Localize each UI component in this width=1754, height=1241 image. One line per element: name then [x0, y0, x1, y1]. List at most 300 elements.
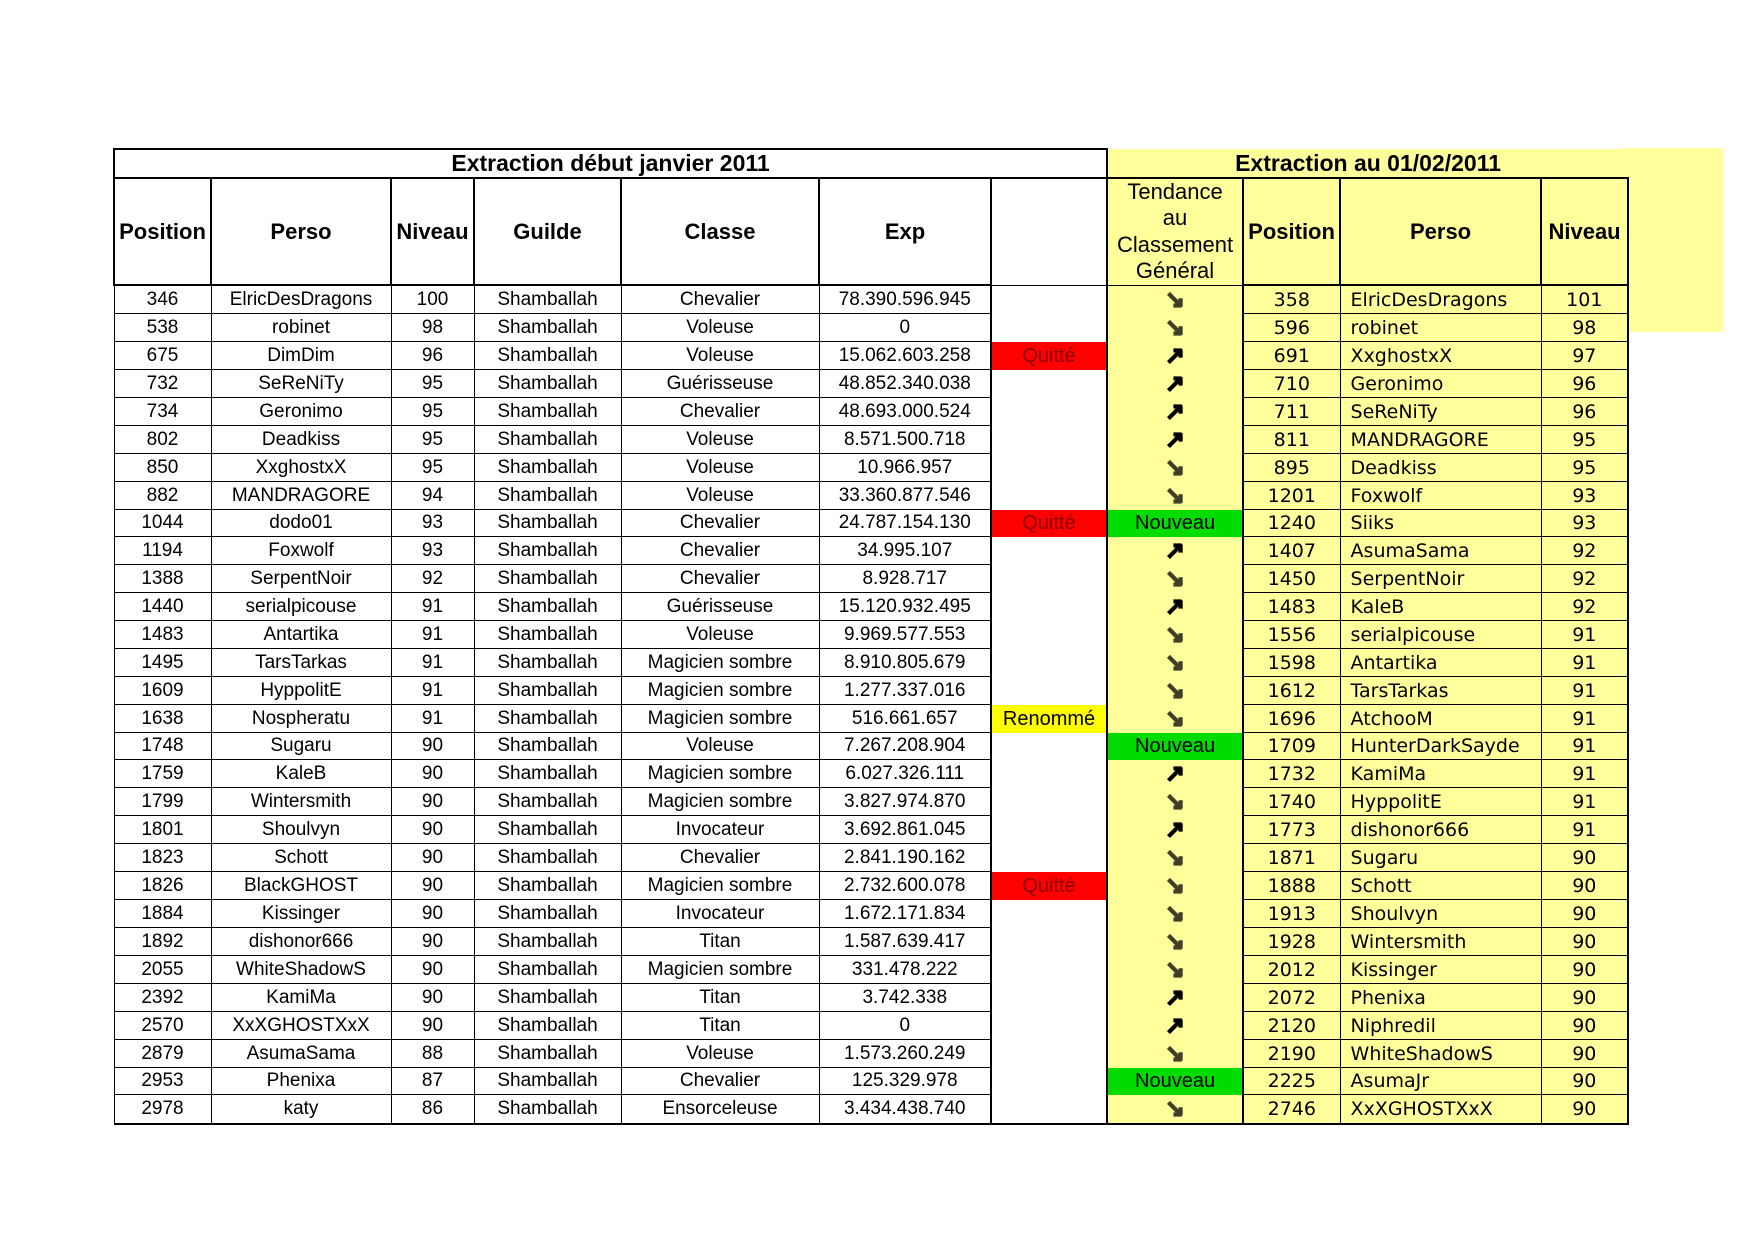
trend-cell — [1107, 1040, 1243, 1068]
left-niveau-cell: 94 — [391, 482, 474, 510]
trend-cell — [1107, 844, 1243, 872]
left-guilde-cell: Shamballah — [474, 1095, 621, 1124]
trend-up-icon: ↗ — [1165, 1011, 1185, 1038]
right-perso-cell: Foxwolf — [1340, 482, 1541, 510]
left-perso-cell: BlackGHOST — [211, 872, 391, 900]
left-perso-cell: Nospheratu — [211, 705, 391, 733]
left-classe-cell: Voleuse — [621, 482, 819, 510]
right-position-cell: 1888 — [1243, 872, 1340, 900]
left-exp-cell: 1.587.639.417 — [819, 928, 991, 956]
left-niveau-cell: 87 — [391, 1068, 474, 1095]
left-classe-cell: Titan — [621, 928, 819, 956]
left-classe-cell: Chevalier — [621, 1068, 819, 1095]
left-position-cell: 1044 — [114, 510, 211, 537]
left-guilde-cell: Shamballah — [474, 872, 621, 900]
left-niveau-cell: 95 — [391, 454, 474, 482]
trend-down-icon: ↘ — [1165, 313, 1185, 340]
left-position-cell: 1388 — [114, 565, 211, 593]
left-classe-cell: Magicien sombre — [621, 872, 819, 900]
left-exp-cell: 1.672.171.834 — [819, 900, 991, 928]
right-perso-cell: Deadkiss — [1340, 454, 1541, 482]
status-cell — [991, 788, 1107, 816]
status-cell: Quitté — [991, 510, 1107, 537]
left-exp-cell: 10.966.957 — [819, 454, 991, 482]
left-perso-cell: TarsTarkas — [211, 649, 391, 677]
left-guilde-cell: Shamballah — [474, 398, 621, 426]
trend-cell — [1107, 565, 1243, 593]
right-niveau-cell: 91 — [1541, 733, 1628, 760]
left-niveau-cell: 92 — [391, 565, 474, 593]
left-niveau-cell: 95 — [391, 426, 474, 454]
trend-down-icon: ↘ — [1165, 927, 1185, 954]
left-exp-cell: 8.910.805.679 — [819, 649, 991, 677]
table-row — [114, 342, 1628, 370]
left-position-cell: 1884 — [114, 900, 211, 928]
left-perso-cell: XxghostxX — [211, 454, 391, 482]
status-cell — [991, 649, 1107, 677]
left-perso-cell: Schott — [211, 844, 391, 872]
trend-column-header: Tendance au Classement Général — [1107, 178, 1243, 285]
table-row — [114, 426, 1628, 454]
table-row — [114, 370, 1628, 398]
left-exp-cell: 0 — [819, 314, 991, 342]
trend-cell — [1107, 872, 1243, 900]
status-cell — [991, 398, 1107, 426]
right-position-cell: 1556 — [1243, 621, 1340, 649]
left-position-cell: 802 — [114, 426, 211, 454]
left-perso-cell: serialpicouse — [211, 593, 391, 621]
left-position-cell: 2570 — [114, 1012, 211, 1040]
left-exp-cell: 34.995.107 — [819, 537, 991, 565]
table-row — [114, 314, 1628, 342]
left-perso-cell: ElricDesDragons — [211, 285, 391, 314]
right-perso-cell: HunterDarkSayde — [1340, 733, 1541, 760]
right-perso-cell: Phenixa — [1340, 984, 1541, 1012]
trend-down-icon: ↘ — [1165, 481, 1185, 508]
table-row — [114, 510, 1628, 537]
left-exp-cell: 9.969.577.553 — [819, 621, 991, 649]
left-classe-cell: Chevalier — [621, 398, 819, 426]
yellow-highlight-panel — [1625, 148, 1723, 332]
trend-cell — [1107, 537, 1243, 565]
trend-down-icon: ↘ — [1165, 620, 1185, 647]
header-niveau: Niveau — [391, 178, 474, 285]
header-perso: Perso — [211, 178, 391, 285]
table-row — [114, 816, 1628, 844]
nouveau-cell: Nouveau — [1107, 733, 1243, 760]
trend-cell — [1107, 677, 1243, 705]
left-classe-cell: Invocateur — [621, 900, 819, 928]
right-position-cell: 1871 — [1243, 844, 1340, 872]
table-row — [114, 621, 1628, 649]
trend-up-icon: ↗ — [1165, 592, 1185, 619]
right-position-cell: 2746 — [1243, 1095, 1340, 1124]
left-guilde-cell: Shamballah — [474, 788, 621, 816]
status-cell — [991, 900, 1107, 928]
right-perso-cell: AtchooM — [1340, 705, 1541, 733]
left-table-title: Extraction début janvier 2011 — [114, 149, 1107, 178]
right-niveau-cell: 90 — [1541, 956, 1628, 984]
trend-cell — [1107, 1095, 1243, 1124]
left-guilde-cell: Shamballah — [474, 621, 621, 649]
left-classe-cell: Magicien sombre — [621, 705, 819, 733]
left-classe-cell: Titan — [621, 1012, 819, 1040]
right-perso-cell: dishonor666 — [1340, 816, 1541, 844]
left-perso-cell: SeReNiTy — [211, 370, 391, 398]
header-guilde: Guilde — [474, 178, 621, 285]
left-classe-cell: Invocateur — [621, 816, 819, 844]
trend-cell — [1107, 984, 1243, 1012]
right-perso-cell: Schott — [1340, 872, 1541, 900]
trend-cell — [1107, 928, 1243, 956]
left-classe-cell: Voleuse — [621, 314, 819, 342]
left-position-cell: 2953 — [114, 1068, 211, 1095]
left-exp-cell: 0 — [819, 1012, 991, 1040]
left-guilde-cell: Shamballah — [474, 677, 621, 705]
header-exp: Exp — [819, 178, 991, 285]
trend-up-icon: ↗ — [1165, 815, 1185, 842]
trend-up-icon: ↗ — [1165, 369, 1185, 396]
left-niveau-cell: 96 — [391, 342, 474, 370]
table-row — [114, 928, 1628, 956]
status-cell — [991, 621, 1107, 649]
left-position-cell: 1748 — [114, 733, 211, 760]
right-position-cell: 1773 — [1243, 816, 1340, 844]
header-row — [114, 178, 1628, 285]
left-position-cell: 538 — [114, 314, 211, 342]
right-position-cell: 711 — [1243, 398, 1340, 426]
left-classe-cell: Chevalier — [621, 537, 819, 565]
trend-cell — [1107, 788, 1243, 816]
table-row — [114, 285, 1628, 314]
status-column-header — [991, 178, 1107, 285]
left-position-cell: 734 — [114, 398, 211, 426]
left-classe-cell: Magicien sombre — [621, 956, 819, 984]
right-niveau-cell: 91 — [1541, 788, 1628, 816]
left-guilde-cell: Shamballah — [474, 649, 621, 677]
left-exp-cell: 2.732.600.078 — [819, 872, 991, 900]
left-classe-cell: Voleuse — [621, 733, 819, 760]
status-cell — [991, 1095, 1107, 1124]
left-guilde-cell: Shamballah — [474, 454, 621, 482]
trend-down-icon: ↘ — [1165, 704, 1185, 731]
table-row — [114, 984, 1628, 1012]
right-niveau-cell: 90 — [1541, 844, 1628, 872]
trend-down-icon: ↘ — [1165, 871, 1185, 898]
left-exp-cell: 331.478.222 — [819, 956, 991, 984]
left-guilde-cell: Shamballah — [474, 565, 621, 593]
left-niveau-cell: 90 — [391, 844, 474, 872]
right-position-cell: 2072 — [1243, 984, 1340, 1012]
right-perso-cell: Siiks — [1340, 510, 1541, 537]
nouveau-cell: Nouveau — [1107, 510, 1243, 537]
right-position-cell: 710 — [1243, 370, 1340, 398]
right-niveau-cell: 90 — [1541, 900, 1628, 928]
status-cell — [991, 844, 1107, 872]
trend-cell — [1107, 816, 1243, 844]
header-right-position: Position — [1243, 178, 1340, 285]
left-guilde-cell: Shamballah — [474, 900, 621, 928]
right-niveau-cell: 91 — [1541, 760, 1628, 788]
right-niveau-cell: 96 — [1541, 370, 1628, 398]
right-perso-cell: AsumaSama — [1340, 537, 1541, 565]
right-position-cell: 2120 — [1243, 1012, 1340, 1040]
left-exp-cell: 78.390.596.945 — [819, 285, 991, 314]
trend-down-icon: ↘ — [1165, 676, 1185, 703]
right-perso-cell: MANDRAGORE — [1340, 426, 1541, 454]
trend-cell — [1107, 1012, 1243, 1040]
left-exp-cell: 24.787.154.130 — [819, 510, 991, 537]
left-guilde-cell: Shamballah — [474, 1068, 621, 1095]
left-perso-cell: Shoulvyn — [211, 816, 391, 844]
left-perso-cell: Geronimo — [211, 398, 391, 426]
right-position-cell: 2012 — [1243, 956, 1340, 984]
left-perso-cell: KaleB — [211, 760, 391, 788]
table-row — [114, 593, 1628, 621]
left-perso-cell: Phenixa — [211, 1068, 391, 1095]
right-position-cell: 1483 — [1243, 593, 1340, 621]
trend-down-icon: ↘ — [1165, 843, 1185, 870]
right-niveau-cell: 93 — [1541, 510, 1628, 537]
left-guilde-cell: Shamballah — [474, 956, 621, 984]
header-classe: Classe — [621, 178, 819, 285]
left-position-cell: 1440 — [114, 593, 211, 621]
right-perso-cell: serialpicouse — [1340, 621, 1541, 649]
left-classe-cell: Magicien sombre — [621, 677, 819, 705]
left-classe-cell: Voleuse — [621, 1040, 819, 1068]
left-exp-cell: 3.827.974.870 — [819, 788, 991, 816]
right-niveau-cell: 90 — [1541, 872, 1628, 900]
trend-up-icon: ↗ — [1165, 536, 1185, 563]
right-position-cell: 2225 — [1243, 1068, 1340, 1095]
table-row — [114, 649, 1628, 677]
left-position-cell: 850 — [114, 454, 211, 482]
right-perso-cell: HyppolitE — [1340, 788, 1541, 816]
status-cell — [991, 760, 1107, 788]
left-position-cell: 1823 — [114, 844, 211, 872]
trend-cell — [1107, 342, 1243, 370]
right-perso-cell: WhiteShadowS — [1340, 1040, 1541, 1068]
left-exp-cell: 48.693.000.524 — [819, 398, 991, 426]
status-cell — [991, 314, 1107, 342]
left-niveau-cell: 100 — [391, 285, 474, 314]
right-niveau-cell: 91 — [1541, 705, 1628, 733]
table-row — [114, 1012, 1628, 1040]
trend-cell — [1107, 426, 1243, 454]
left-position-cell: 1759 — [114, 760, 211, 788]
status-cell — [991, 928, 1107, 956]
left-niveau-cell: 90 — [391, 788, 474, 816]
trend-down-icon: ↘ — [1165, 787, 1185, 814]
table-row — [114, 705, 1628, 733]
right-position-cell: 596 — [1243, 314, 1340, 342]
left-guilde-cell: Shamballah — [474, 705, 621, 733]
left-position-cell: 675 — [114, 342, 211, 370]
right-position-cell: 1913 — [1243, 900, 1340, 928]
left-niveau-cell: 91 — [391, 621, 474, 649]
right-perso-cell: ElricDesDragons — [1340, 285, 1541, 314]
trend-cell — [1107, 760, 1243, 788]
comparison-table — [113, 148, 1629, 1125]
right-position-cell: 1598 — [1243, 649, 1340, 677]
right-niveau-cell: 91 — [1541, 649, 1628, 677]
right-position-cell: 1450 — [1243, 565, 1340, 593]
left-niveau-cell: 95 — [391, 370, 474, 398]
left-classe-cell: Magicien sombre — [621, 788, 819, 816]
left-niveau-cell: 90 — [391, 816, 474, 844]
left-exp-cell: 3.434.438.740 — [819, 1095, 991, 1124]
left-exp-cell: 48.852.340.038 — [819, 370, 991, 398]
right-position-cell: 895 — [1243, 454, 1340, 482]
left-exp-cell: 8.928.717 — [819, 565, 991, 593]
left-position-cell: 2055 — [114, 956, 211, 984]
left-exp-cell: 1.573.260.249 — [819, 1040, 991, 1068]
left-niveau-cell: 93 — [391, 537, 474, 565]
left-exp-cell: 8.571.500.718 — [819, 426, 991, 454]
trend-cell — [1107, 900, 1243, 928]
left-classe-cell: Chevalier — [621, 565, 819, 593]
left-classe-cell: Voleuse — [621, 621, 819, 649]
table-row — [114, 900, 1628, 928]
left-exp-cell: 3.692.861.045 — [819, 816, 991, 844]
left-guilde-cell: Shamballah — [474, 593, 621, 621]
trend-cell — [1107, 482, 1243, 510]
right-perso-cell: SeReNiTy — [1340, 398, 1541, 426]
right-niveau-cell: 92 — [1541, 593, 1628, 621]
left-guilde-cell: Shamballah — [474, 314, 621, 342]
left-perso-cell: Sugaru — [211, 733, 391, 760]
right-perso-cell: Kissinger — [1340, 956, 1541, 984]
left-exp-cell: 7.267.208.904 — [819, 733, 991, 760]
left-exp-cell: 1.277.337.016 — [819, 677, 991, 705]
right-niveau-cell: 92 — [1541, 537, 1628, 565]
right-perso-cell: AsumaJr — [1340, 1068, 1541, 1095]
left-niveau-cell: 95 — [391, 398, 474, 426]
status-cell — [991, 565, 1107, 593]
trend-cell — [1107, 454, 1243, 482]
left-guilde-cell: Shamballah — [474, 1012, 621, 1040]
left-exp-cell: 3.742.338 — [819, 984, 991, 1012]
left-position-cell: 2978 — [114, 1095, 211, 1124]
status-cell — [991, 593, 1107, 621]
status-cell — [991, 733, 1107, 760]
trend-up-icon: ↗ — [1165, 759, 1185, 786]
right-niveau-cell: 97 — [1541, 342, 1628, 370]
left-position-cell: 1609 — [114, 677, 211, 705]
left-position-cell: 882 — [114, 482, 211, 510]
status-cell — [991, 816, 1107, 844]
right-perso-cell: Antartika — [1340, 649, 1541, 677]
left-exp-cell: 33.360.877.546 — [819, 482, 991, 510]
left-classe-cell: Magicien sombre — [621, 649, 819, 677]
header-right-perso: Perso — [1340, 178, 1541, 285]
right-niveau-cell: 95 — [1541, 454, 1628, 482]
right-niveau-cell: 90 — [1541, 928, 1628, 956]
right-perso-cell: Shoulvyn — [1340, 900, 1541, 928]
left-guilde-cell: Shamballah — [474, 426, 621, 454]
status-cell: Quitté — [991, 342, 1107, 370]
right-position-cell: 1240 — [1243, 510, 1340, 537]
trend-cell — [1107, 398, 1243, 426]
right-perso-cell: XxghostxX — [1340, 342, 1541, 370]
left-guilde-cell: Shamballah — [474, 285, 621, 314]
table-row — [114, 733, 1628, 760]
left-niveau-cell: 90 — [391, 984, 474, 1012]
left-niveau-cell: 86 — [391, 1095, 474, 1124]
table-row — [114, 1095, 1628, 1124]
trend-down-icon: ↘ — [1165, 955, 1185, 982]
left-guilde-cell: Shamballah — [474, 733, 621, 760]
trend-cell — [1107, 649, 1243, 677]
status-cell — [991, 285, 1107, 314]
table-row — [114, 1040, 1628, 1068]
left-niveau-cell: 90 — [391, 760, 474, 788]
right-perso-cell: KaleB — [1340, 593, 1541, 621]
right-niveau-cell: 101 — [1541, 285, 1628, 314]
left-perso-cell: KamiMa — [211, 984, 391, 1012]
left-position-cell: 1495 — [114, 649, 211, 677]
left-guilde-cell: Shamballah — [474, 844, 621, 872]
left-perso-cell: katy — [211, 1095, 391, 1124]
right-perso-cell: Wintersmith — [1340, 928, 1541, 956]
left-niveau-cell: 91 — [391, 649, 474, 677]
left-guilde-cell: Shamballah — [474, 482, 621, 510]
right-niveau-cell: 90 — [1541, 1068, 1628, 1095]
left-exp-cell: 125.329.978 — [819, 1068, 991, 1095]
status-cell — [991, 1012, 1107, 1040]
right-perso-cell: Geronimo — [1340, 370, 1541, 398]
left-perso-cell: XxXGHOSTXxX — [211, 1012, 391, 1040]
right-position-cell: 1696 — [1243, 705, 1340, 733]
table-row — [114, 398, 1628, 426]
left-niveau-cell: 93 — [391, 510, 474, 537]
left-perso-cell: DimDim — [211, 342, 391, 370]
left-perso-cell: Antartika — [211, 621, 391, 649]
left-guilde-cell: Shamballah — [474, 760, 621, 788]
left-perso-cell: dishonor666 — [211, 928, 391, 956]
left-niveau-cell: 90 — [391, 1012, 474, 1040]
left-classe-cell: Chevalier — [621, 285, 819, 314]
right-niveau-cell: 98 — [1541, 314, 1628, 342]
left-classe-cell: Guérisseuse — [621, 370, 819, 398]
right-niveau-cell: 91 — [1541, 621, 1628, 649]
left-perso-cell: AsumaSama — [211, 1040, 391, 1068]
trend-cell — [1107, 593, 1243, 621]
left-position-cell: 1194 — [114, 537, 211, 565]
table-row — [114, 677, 1628, 705]
right-position-cell: 2190 — [1243, 1040, 1340, 1068]
left-classe-cell: Guérisseuse — [621, 593, 819, 621]
right-niveau-cell: 93 — [1541, 482, 1628, 510]
left-guilde-cell: Shamballah — [474, 370, 621, 398]
right-niveau-cell: 95 — [1541, 426, 1628, 454]
right-niveau-cell: 91 — [1541, 677, 1628, 705]
trend-down-icon: ↘ — [1165, 285, 1185, 312]
right-position-cell: 1201 — [1243, 482, 1340, 510]
right-niveau-cell: 91 — [1541, 816, 1628, 844]
left-niveau-cell: 90 — [391, 733, 474, 760]
left-perso-cell: Kissinger — [211, 900, 391, 928]
left-niveau-cell: 91 — [391, 705, 474, 733]
left-guilde-cell: Shamballah — [474, 984, 621, 1012]
right-niveau-cell: 90 — [1541, 1095, 1628, 1124]
table-row — [114, 565, 1628, 593]
left-position-cell: 2879 — [114, 1040, 211, 1068]
left-guilde-cell: Shamballah — [474, 537, 621, 565]
left-perso-cell: Deadkiss — [211, 426, 391, 454]
right-table-title: Extraction au 01/02/2011 — [1107, 149, 1628, 178]
right-niveau-cell: 92 — [1541, 565, 1628, 593]
